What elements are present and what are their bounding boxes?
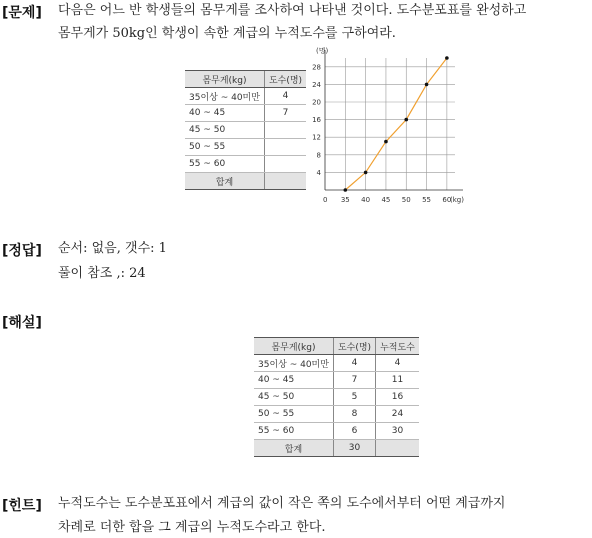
data-point [384, 140, 388, 144]
data-point [445, 56, 449, 60]
header-frequency: 도수(명) [264, 71, 306, 88]
class-cell: 50 ~ 55 [254, 406, 333, 423]
x-tick-label: 35 [340, 196, 350, 204]
hint-line-1: 누적도수는 도수분포표에서 계급의 값이 작은 쪽의 도수에서부터 어떤 계급까지 [58, 496, 506, 511]
y-tick-label: 8 [316, 151, 321, 160]
cum-cell: 11 [376, 372, 419, 389]
problem-frequency-table [185, 70, 306, 190]
series-line [345, 58, 447, 190]
x-tick-label: 45 [381, 196, 391, 204]
data-point [425, 83, 429, 87]
y-tick-label: 4 [316, 168, 321, 177]
x-tick-label: 50 [401, 196, 411, 204]
total-cum [376, 440, 419, 457]
y-tick-label: 12 [312, 133, 321, 142]
problem-line-2: 몸무게가 50kg인 학생이 속한 계급의 누적도수를 구하여라. [58, 26, 396, 41]
hint-tag: [힌트] [2, 498, 42, 514]
freq-cell: 7 [333, 372, 375, 389]
y-tick-label: 28 [312, 63, 321, 72]
class-cell: 40 ~ 45 [185, 105, 264, 122]
freq-cell: 4 [333, 355, 375, 372]
class-cell: 45 ~ 50 [254, 389, 333, 406]
answer-line-1: 순서: 없음, 갯수: 1 [58, 241, 167, 256]
chart-grid [325, 58, 455, 190]
class-cell: 55 ~ 60 [254, 423, 333, 440]
total-value: 30 [333, 440, 375, 457]
class-cell: 50 ~ 55 [185, 139, 264, 156]
data-point [364, 171, 368, 175]
chart-axes [325, 50, 463, 190]
freq-cell: 5 [333, 389, 375, 406]
freq-cell: 6 [333, 423, 375, 440]
problem-tag: [문제] [2, 5, 42, 21]
answer-line-2: 풀이 참조 ,: 24 [58, 266, 146, 281]
y-axis-label: (명) [316, 47, 329, 55]
data-point [344, 188, 348, 192]
cum-cell: 24 [376, 406, 419, 423]
y-tick-label: 20 [312, 98, 321, 107]
freq-cell: 7 [264, 105, 306, 122]
cum-cell: 16 [376, 389, 419, 406]
explanation-tag: [해설] [2, 315, 42, 331]
cum-cell: 30 [376, 423, 419, 440]
x-tick-label: 55 [422, 196, 432, 204]
class-cell: 55 ~ 60 [185, 156, 264, 173]
class-cell: 35이상 ~ 40미만 [254, 355, 333, 372]
total-label: 합계 [185, 173, 264, 190]
x-tick-label: 60 [442, 196, 452, 204]
answer-tag: [정답] [2, 243, 42, 259]
header-frequency: 도수(명) [333, 338, 375, 355]
header-weight: 몸무게(kg) [254, 338, 333, 355]
class-cell: 35이상 ~ 40미만 [185, 88, 264, 105]
class-cell: 40 ~ 45 [254, 372, 333, 389]
freq-cell: 8 [333, 406, 375, 423]
x-axis-label: (kg) [450, 196, 464, 204]
total-label: 합계 [254, 440, 333, 457]
header-cumulative: 누적도수 [376, 338, 419, 355]
explanation-frequency-table [254, 337, 419, 457]
x-tick-label: 40 [361, 196, 371, 204]
problem-line-1: 다음은 어느 반 학생들의 몸무게를 조사하여 나타낸 것이다. 도수분포표를 완성하고 [58, 3, 527, 18]
y-tick-label: 24 [312, 80, 321, 89]
header-weight: 몸무게(kg) [185, 71, 264, 88]
origin-label: 0 [323, 196, 328, 204]
y-tick-label: 16 [312, 116, 321, 125]
cum-cell: 4 [376, 355, 419, 372]
cumulative-frequency-chart [300, 44, 470, 210]
data-point [404, 118, 408, 122]
hint-line-2: 차례로 더한 합을 그 계급의 누적도수라고 한다. [58, 520, 326, 535]
class-cell: 45 ~ 50 [185, 122, 264, 139]
freq-cell: 4 [264, 88, 306, 105]
